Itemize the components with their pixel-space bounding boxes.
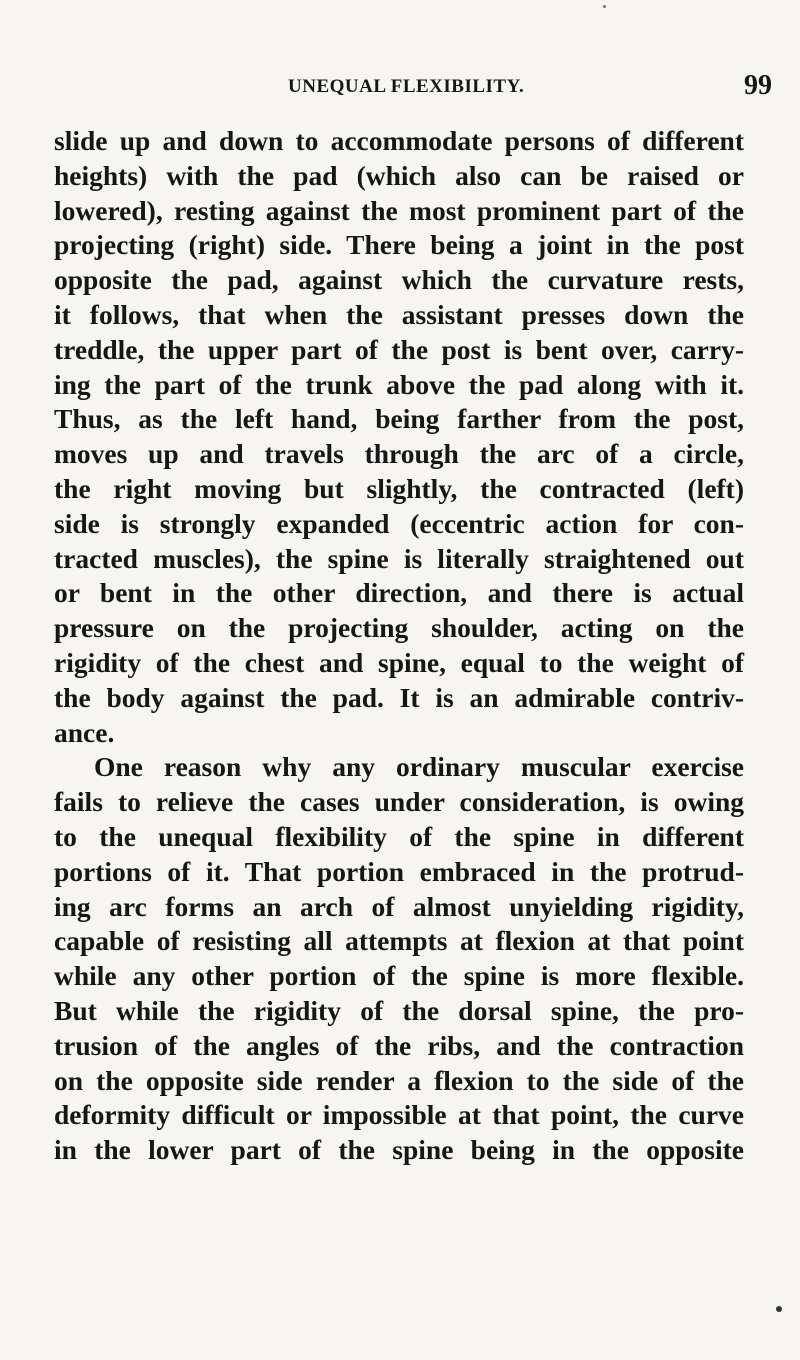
text-line: capable of resisting all attempts at flexion at that point xyxy=(54,925,744,957)
text-line: opposite the pad, against which the curvature rests, xyxy=(54,264,744,296)
text-line: slide up and down to accommodate persons of different xyxy=(54,125,744,156)
body-text xyxy=(54,124,744,1168)
print-speck xyxy=(603,5,606,8)
text-line: the body against the pad. It is an admirable contriv- xyxy=(54,681,744,713)
text-line: tracted muscles), the spine is literally straightened out xyxy=(54,542,744,574)
running-title: UNEQUAL FLEXIBILITY. xyxy=(288,76,525,97)
text-line: fails to relieve the cases under consideration, is owing xyxy=(54,786,744,818)
page-number: 99 xyxy=(744,70,772,101)
text-line: it follows, that when the assistant presses down the xyxy=(54,298,744,330)
text-line: to the unequal flexibility of the spine in different xyxy=(54,820,744,852)
text-line: trusion of the angles of the ribs, and the contraction xyxy=(54,1029,744,1061)
text-line: Thus, as the left hand, being farther from the post, xyxy=(54,403,744,435)
text-line: moves up and travels through the arc of a circle, xyxy=(54,438,744,470)
text-line: or bent in the other direction, and there is actual xyxy=(54,577,744,609)
text-line: portions of it. That portion embraced in the protrud- xyxy=(54,855,744,887)
text-line: side is strongly expanded (eccentric action for con- xyxy=(54,507,744,539)
text-line: projecting (right) side. There being a joint in the post xyxy=(54,229,744,261)
text-line: ing the part of the trunk above the pad along with it. xyxy=(54,368,744,400)
text-line: But while the rigidity of the dorsal spine, the pro- xyxy=(54,994,744,1026)
print-speck xyxy=(776,1306,782,1312)
text-line: ing arc forms an arch of almost unyielding rigidity, xyxy=(54,890,744,922)
text-line: heights) with the pad (which also can be raised or xyxy=(54,159,744,191)
text-line: One reason why any ordinary muscular exercise xyxy=(94,751,744,783)
text-line: in the lower part of the spine being in the opposite xyxy=(54,1134,744,1166)
text-line: while any other portion of the spine is more flexible. xyxy=(54,960,744,992)
running-head xyxy=(238,70,772,104)
text-line: pressure on the projecting shoulder, acting on the xyxy=(54,612,744,644)
text-line: lowered), resting against the most prominent part of the xyxy=(54,194,744,226)
text-line: on the opposite side render a flexion to the side of the xyxy=(54,1064,744,1096)
text-line: treddle, the upper part of the post is bent over, carry- xyxy=(54,333,744,365)
text-line: ance. xyxy=(54,716,115,748)
text-line: rigidity of the chest and spine, equal to the weight of xyxy=(54,646,744,678)
text-line: deformity difficult or impossible at that point, the curve xyxy=(54,1099,744,1131)
text-line: the right moving but slightly, the contracted (left) xyxy=(54,472,744,504)
